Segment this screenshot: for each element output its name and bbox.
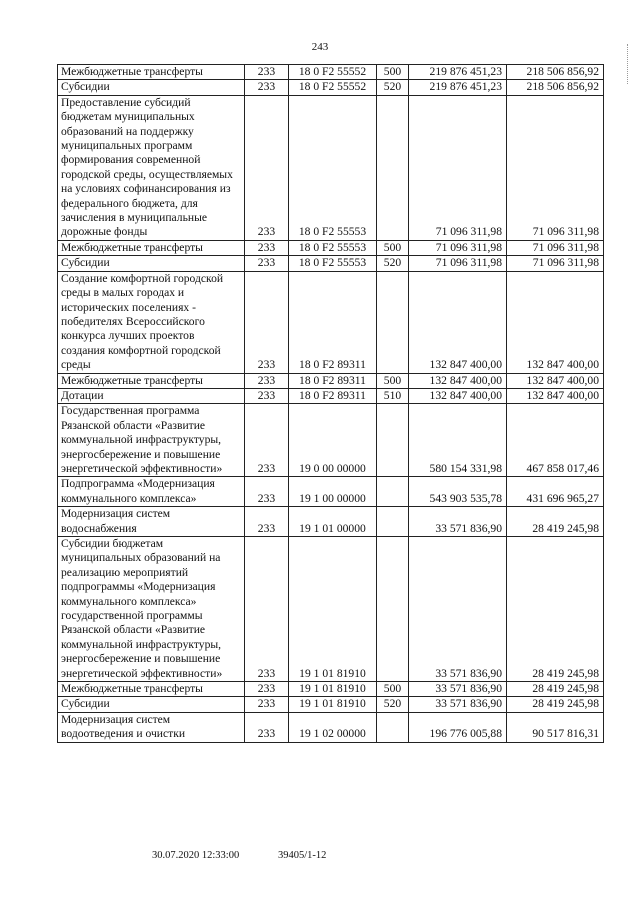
cell-expense-kind — [377, 404, 409, 477]
cell-amount-2: 132 847 400,00 — [507, 388, 604, 403]
cell-amount-2: 28 419 245,98 — [507, 697, 604, 712]
cell-name: Межбюджетные трансферты — [58, 240, 245, 255]
cell-amount-2: 90 517 816,31 — [507, 712, 604, 742]
cell-expense-kind: 520 — [377, 80, 409, 95]
cell-amount-1: 71 096 311,98 — [409, 256, 507, 271]
budget-table — [57, 64, 604, 743]
cell-target-code: 19 1 02 00000 — [289, 712, 377, 742]
cell-target-code: 18 0 F2 55552 — [289, 65, 377, 80]
cell-amount-1: 132 847 400,00 — [409, 271, 507, 373]
cell-target-code: 19 0 00 00000 — [289, 404, 377, 477]
margin-marks — [627, 44, 631, 84]
cell-target-code: 18 0 F2 89311 — [289, 271, 377, 373]
cell-amount-1: 71 096 311,98 — [409, 95, 507, 240]
cell-name: Создание комфортной городской среды в малых городах и исторических поселениях - победителях Всероссийского конкурса лучших проектов создания комфортной городской среды — [58, 271, 245, 373]
cell-target-code: 19 1 01 81910 — [289, 537, 377, 682]
cell-ministry-code: 233 — [245, 80, 289, 95]
cell-amount-2: 132 847 400,00 — [507, 373, 604, 388]
cell-ministry-code: 233 — [245, 537, 289, 682]
cell-amount-2: 71 096 311,98 — [507, 240, 604, 255]
cell-amount-1: 33 571 836,90 — [409, 507, 507, 537]
cell-expense-kind — [377, 537, 409, 682]
cell-target-code: 18 0 F2 55553 — [289, 95, 377, 240]
cell-expense-kind — [377, 95, 409, 240]
cell-target-code: 19 1 01 81910 — [289, 697, 377, 712]
cell-target-code: 18 0 F2 55552 — [289, 80, 377, 95]
cell-name: Подпрограмма «Модернизация коммунального комплекса» — [58, 477, 245, 507]
cell-name: Межбюджетные трансферты — [58, 65, 245, 80]
cell-amount-2: 28 419 245,98 — [507, 682, 604, 697]
cell-amount-2: 218 506 856,92 — [507, 80, 604, 95]
cell-amount-1: 33 571 836,90 — [409, 682, 507, 697]
table-row — [58, 80, 604, 95]
cell-amount-1: 543 903 535,78 — [409, 477, 507, 507]
cell-ministry-code: 233 — [245, 388, 289, 403]
cell-ministry-code: 233 — [245, 65, 289, 80]
table-row — [58, 65, 604, 80]
cell-expense-kind: 500 — [377, 373, 409, 388]
table-row — [58, 373, 604, 388]
cell-amount-1: 219 876 451,23 — [409, 80, 507, 95]
cell-amount-2: 28 419 245,98 — [507, 507, 604, 537]
cell-target-code: 18 0 F2 89311 — [289, 373, 377, 388]
table-row — [58, 256, 604, 271]
footer-reference: 39405/1-12 — [278, 850, 327, 861]
cell-target-code: 19 1 01 00000 — [289, 507, 377, 537]
cell-name: Модернизация систем водоснабжения — [58, 507, 245, 537]
footer-date: 30.07.2020 12:33:00 — [152, 850, 240, 861]
cell-amount-1: 71 096 311,98 — [409, 240, 507, 255]
table-row — [58, 712, 604, 742]
cell-ministry-code: 233 — [245, 95, 289, 240]
cell-amount-1: 132 847 400,00 — [409, 388, 507, 403]
table-row — [58, 697, 604, 712]
cell-expense-kind: 500 — [377, 240, 409, 255]
table-row — [58, 507, 604, 537]
cell-amount-1: 196 776 005,88 — [409, 712, 507, 742]
cell-amount-1: 33 571 836,90 — [409, 697, 507, 712]
cell-expense-kind — [377, 712, 409, 742]
cell-name: Межбюджетные трансферты — [58, 682, 245, 697]
cell-ministry-code: 233 — [245, 507, 289, 537]
cell-amount-2: 71 096 311,98 — [507, 95, 604, 240]
cell-name: Дотации — [58, 388, 245, 403]
cell-expense-kind — [377, 477, 409, 507]
cell-ministry-code: 233 — [245, 271, 289, 373]
cell-expense-kind — [377, 271, 409, 373]
table-row — [58, 477, 604, 507]
cell-amount-2: 132 847 400,00 — [507, 271, 604, 373]
cell-expense-kind: 510 — [377, 388, 409, 403]
cell-name: Модернизация систем водоотведения и очистки — [58, 712, 245, 742]
cell-target-code: 18 0 F2 55553 — [289, 256, 377, 271]
cell-target-code: 18 0 F2 55553 — [289, 240, 377, 255]
cell-ministry-code: 233 — [245, 477, 289, 507]
table-row — [58, 388, 604, 403]
table-row — [58, 537, 604, 682]
cell-expense-kind: 500 — [377, 682, 409, 697]
cell-target-code: 19 1 01 81910 — [289, 682, 377, 697]
budget-table-body — [58, 65, 604, 743]
cell-ministry-code: 233 — [245, 373, 289, 388]
cell-ministry-code: 233 — [245, 697, 289, 712]
cell-name: Государственная программа Рязанской области «Развитие коммунальной инфраструктуры, энергосбережение и повышение энергетической эффективности» — [58, 404, 245, 477]
cell-amount-1: 33 571 836,90 — [409, 537, 507, 682]
cell-amount-1: 219 876 451,23 — [409, 65, 507, 80]
cell-target-code: 18 0 F2 89311 — [289, 388, 377, 403]
cell-amount-1: 132 847 400,00 — [409, 373, 507, 388]
table-row — [58, 682, 604, 697]
cell-amount-2: 218 506 856,92 — [507, 65, 604, 80]
cell-expense-kind: 520 — [377, 697, 409, 712]
table-row — [58, 404, 604, 477]
cell-ministry-code: 233 — [245, 682, 289, 697]
cell-ministry-code: 233 — [245, 712, 289, 742]
cell-name: Субсидии бюджетам муниципальных образований на реализацию мероприятий подпрограммы «Модернизация коммунального комплекса» государственной программы Рязанской области «Развитие коммунальной инфраструктуры, энергосбережение и повышение энергетической эффективности» — [58, 537, 245, 682]
cell-expense-kind: 500 — [377, 65, 409, 80]
cell-amount-2: 431 696 965,27 — [507, 477, 604, 507]
cell-amount-2: 28 419 245,98 — [507, 537, 604, 682]
cell-amount-2: 71 096 311,98 — [507, 256, 604, 271]
cell-amount-2: 467 858 017,46 — [507, 404, 604, 477]
cell-name: Межбюджетные трансферты — [58, 373, 245, 388]
table-row — [58, 271, 604, 373]
cell-ministry-code: 233 — [245, 404, 289, 477]
table-row — [58, 240, 604, 255]
cell-name: Субсидии — [58, 697, 245, 712]
cell-expense-kind — [377, 507, 409, 537]
cell-name: Субсидии — [58, 80, 245, 95]
cell-expense-kind: 520 — [377, 256, 409, 271]
cell-amount-1: 580 154 331,98 — [409, 404, 507, 477]
table-row — [58, 95, 604, 240]
cell-name: Предоставление субсидий бюджетам муниципальных образований на поддержку муниципальных программ формирования современной городской среды, осуществляемых на условиях софинансирования из федерального бюджета, для зачисления в муниципальные дорожные фонды — [58, 95, 245, 240]
page-number: 243 — [311, 41, 329, 53]
cell-target-code: 19 1 00 00000 — [289, 477, 377, 507]
cell-ministry-code: 233 — [245, 240, 289, 255]
cell-ministry-code: 233 — [245, 256, 289, 271]
cell-name: Субсидии — [58, 256, 245, 271]
